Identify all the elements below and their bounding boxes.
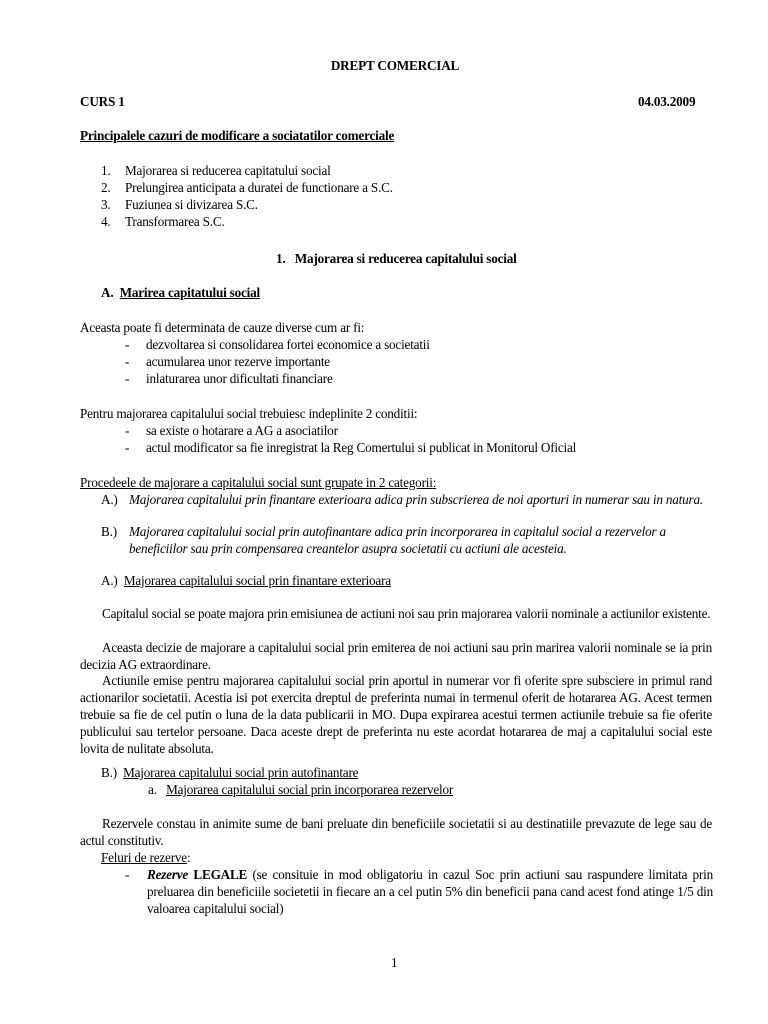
list-item: - inlaturarea unor dificultati financiare [125, 371, 333, 386]
reserve-word: Rezerve [147, 867, 189, 882]
section-number: 1. [276, 251, 286, 266]
procedures-intro: Procedeele de majorare a capitalului social sunt grupate in 2 categorii: [80, 475, 437, 490]
causes-list [125, 336, 430, 387]
subsection-a-heading [101, 572, 391, 589]
procedure-a [101, 491, 713, 508]
list-item: - dezvoltarea si consolidarea fortei economice a societatii [125, 337, 430, 352]
page-number: 1 [391, 955, 398, 970]
reserve-description: (se consituie in mod obligatoriu in cazul Soc prin actiuni sau raspundere limitata prin preluarea din beneficiile societetii in fiecare an a cel putin 5% din beneficii pana cand acest fond atinge 1/5 din valoarea capitalului social) [147, 867, 713, 916]
section-label: A. [101, 285, 114, 300]
list-item: 4. Transformarea S.C. [101, 214, 225, 229]
subsection-b-a-heading [148, 781, 453, 798]
subsection-label: a. [148, 782, 157, 797]
list-item: 2. Prelungirea anticipata a duratei de functionare a S.C. [101, 180, 393, 195]
course-label: CURS 1 [80, 94, 125, 109]
document-title: DREPT COMERCIAL [330, 58, 460, 73]
procedure-label: B.) [101, 524, 117, 539]
reserve-type: LEGALE [193, 867, 248, 882]
subsection-title: Majorarea capitalului social prin autofinantare [123, 765, 359, 780]
main-heading: Principalele cazuri de modificare a sociatatilor comerciale [80, 128, 395, 143]
paragraph-3: Actiunile emise pentru majorarea capitalului social prin aportul in numerar vor fi oferite spre subsciere in primul rand actionarilor societatii. Acestia isi pot exercita dreptul de preferinta numai in termenul oferit de hotararea AG. Acest termen trebuie sa fie de cel putin o luna de la data publicarii in MO. Dupa expirarea acestui termen actiunile trebuie sa fie oferite publicului sau tertelor persoane. Daca aceste drept de preferinta nu este acordat hotararea de maj a capitalului social este lovita de nulitate absoluta. [80, 673, 712, 756]
procedure-b [101, 523, 713, 557]
reserve-types-heading: Feluri de rezerve: [101, 850, 191, 865]
procedure-text: Majorarea capitalului social prin autofinantare adica prin incorporarea in capitalul social a rezervelor a beneficiilor sau prin compensarea creantelor asupra societatii cu actiuni ale acesteia. [129, 524, 666, 556]
cases-list [101, 162, 393, 230]
subsection-b-heading [101, 764, 358, 781]
list-item: 3. Fuziunea si divizarea S.C. [101, 197, 258, 212]
conditions-intro: Pentru majorarea capitalului social trebuiesc indeplinite 2 conditii: [80, 406, 418, 421]
causes-intro: Aceasta poate fi determinata de cauze diverse cum ar fi: [80, 320, 365, 335]
course-date: 04.03.2009 [638, 94, 696, 109]
conditions-list [125, 422, 576, 456]
list-item: 1. Majorarea si reducerea capitatului social [101, 163, 331, 178]
procedure-label: A.) [101, 492, 118, 507]
paragraph-4: Rezervele constau in animite sume de bani preluate din beneficiile societatii si au destinatiile prevazute de lege sau de actul constitutiv. [80, 816, 712, 848]
subsection-title: Majorarea capitalului social prin finantare exterioara [123, 573, 391, 588]
section-1-heading [276, 250, 517, 267]
procedure-text: Majorarea capitalului prin finantare exterioara adica prin subscrierea de noi aporturi in numerar sau in natura. [129, 492, 703, 507]
subsection-title: Majorarea capitalului social prin incorporarea rezervelor [166, 782, 454, 797]
subsection-label: B.) [101, 765, 117, 780]
section-title: Majorarea si reducerea capitalului social [294, 251, 517, 266]
list-item: - sa existe o hotarare a AG a asociatilor [125, 423, 338, 438]
paragraph-2: Aceasta decizie de majorare a capitalului social prin emiterea de noi actiuni sau prin marirea valorii nominale se ia prin decizia AG extraordinare. [80, 640, 712, 672]
subsection-label: A.) [101, 573, 118, 588]
list-item: - acumularea unor rezerve importante [125, 354, 330, 369]
list-item: - actul modificator sa fie inregistrat la Reg Comertului si publicat in Monitorul Oficial [125, 440, 577, 455]
paragraph-1: Capitalul social se poate majora prin emisiunea de actiuni noi sau prin majorarea valorii nominale a actiunilor existente. [102, 606, 711, 621]
section-a-heading [101, 284, 260, 301]
reserve-item: - Rezerve LEGALE (se consituie in mod obligatoriu in cazul Soc prin actiuni sau raspundere limitata prin preluarea din beneficiile societetii in fiecare an a cel putin 5% din beneficii pana cand acest fond atinge 1/5 din valoarea capitalului social) [125, 867, 713, 916]
section-title: Marirea capitatului social [119, 285, 260, 300]
